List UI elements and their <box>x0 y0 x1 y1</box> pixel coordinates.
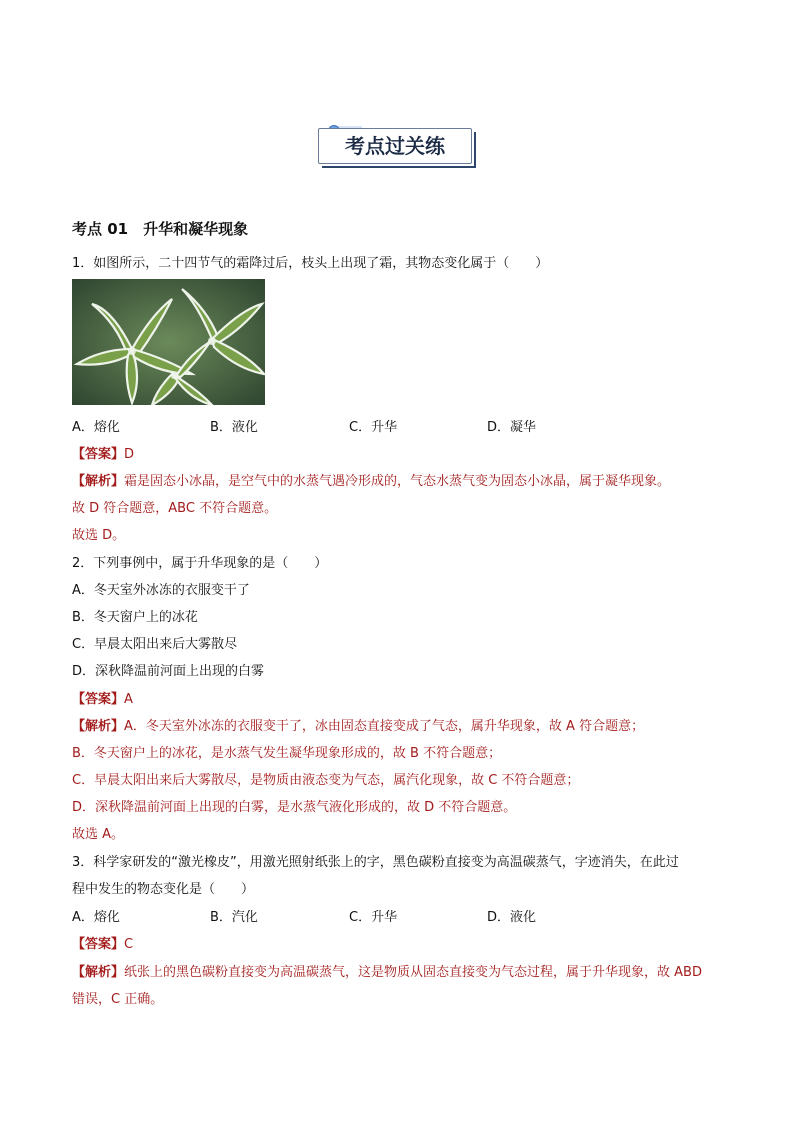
q3-option-d: D．液化 <box>487 910 537 925</box>
q2-option-b: B．冬天窗户上的冰花 <box>72 610 198 625</box>
q2-stem: 2．下列事例中，属于升华现象的是（ ） <box>72 556 328 571</box>
frost-leaves-icon <box>72 279 265 405</box>
answer-label: 【答案】 <box>72 692 125 707</box>
answer-label: 【答案】 <box>72 937 125 952</box>
frost-plant-photo <box>72 279 265 405</box>
q2-option-a: A．冬天室外冰冻的衣服变干了 <box>72 583 250 598</box>
q3-option-c: C．升华 <box>349 910 398 925</box>
q1-stem: 1．如图所示，二十四节气的霜降过后，枝头上出现了霜，其物态变化属于（ ） <box>72 256 549 271</box>
answer-value: C <box>124 937 134 952</box>
q1-option-b: B．液化 <box>210 420 258 435</box>
q1-option-a: A．熔化 <box>72 420 120 435</box>
analysis-text: 纸张上的黑色碳粉直接变为高温碳蒸气，这是物质从固态直接变为气态过程，属于升华现象，故 ABD <box>124 965 702 980</box>
q2-option-d: D．深秋降温前河面上出现的白雾 <box>72 664 265 679</box>
q1-option-d: D．凝华 <box>487 420 537 435</box>
q3-option-a: A．熔化 <box>72 910 120 925</box>
q1-analysis <box>72 470 670 489</box>
q1-answer <box>72 443 134 462</box>
title-box <box>318 128 472 164</box>
answer-value: D <box>124 447 135 462</box>
q3-answer <box>72 933 133 952</box>
q2-analysis-c: C．早晨太阳出来后大雾散尽，是物质由液态变为气态，属汽化现象，故 C 不符合题意； <box>72 773 580 788</box>
q2-conclusion: 故选 A。 <box>72 827 125 842</box>
q2-analysis-b: B．冬天窗户上的冰花，是水蒸气发生凝华现象形成的，故 B 不符合题意； <box>72 746 502 761</box>
q1-option-c: C．升华 <box>349 420 398 435</box>
page-title: 考点过关练 <box>345 134 445 158</box>
q3-analysis-2: 错误，C 正确。 <box>72 992 164 1007</box>
section-title: 考点 01 升华和凝华现象 <box>72 220 249 238</box>
q2-analysis-d: D．深秋降温前河面上出现的白雾，是水蒸气液化形成的，故 D 不符合题意。 <box>72 800 517 815</box>
answer-label: 【答案】 <box>72 447 125 462</box>
q1-analysis-2: 故 D 符合题意，ABC 不符合题意。 <box>72 501 278 516</box>
answer-value: A <box>124 692 133 707</box>
analysis-text: A．冬天室外冰冻的衣服变干了，冰由固态直接变成了气态，属升华现象，故 A 符合题意； <box>124 719 645 734</box>
q3-stem-line2: 程中发生的物态变化是（ ） <box>72 882 255 897</box>
q3-option-b: B．汽化 <box>210 910 258 925</box>
q3-stem-line1: 3．科学家研发的“激光橡皮”，用激光照射纸张上的字，黑色碳粉直接变为高温碳蒸气，字迹消失，在此过 <box>72 855 679 870</box>
q2-analysis <box>72 715 644 734</box>
analysis-text: 霜是固态小冰晶，是空气中的水蒸气遇冷形成的，气态水蒸气变为固态小冰晶，属于凝华现象。 <box>124 474 671 489</box>
analysis-label: 【解析】 <box>72 474 125 489</box>
q2-option-c: C．早晨太阳出来后大雾散尽 <box>72 637 238 652</box>
analysis-label: 【解析】 <box>72 719 125 734</box>
q3-analysis <box>72 961 702 980</box>
q1-conclusion: 故选 D。 <box>72 528 126 543</box>
q2-answer <box>72 688 133 707</box>
analysis-label: 【解析】 <box>72 965 125 980</box>
